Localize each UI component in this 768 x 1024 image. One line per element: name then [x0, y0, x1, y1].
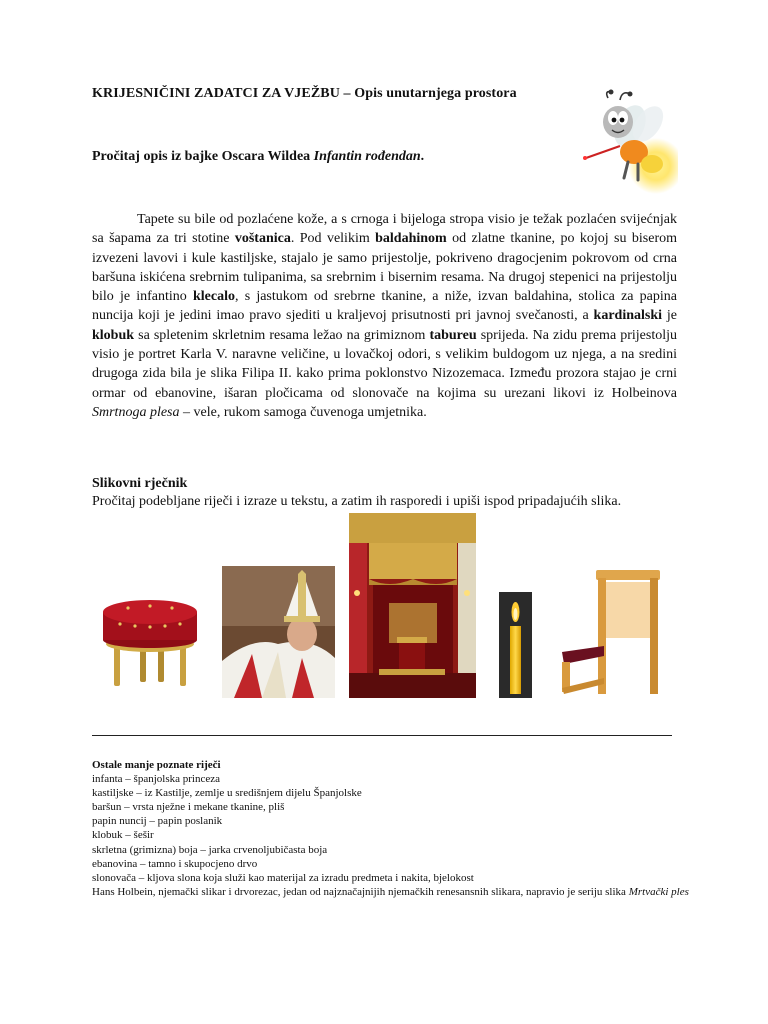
passage-text: , s jastukom od srebrne tkanine, a niže, izvan baldahina, stolica za papina nuncija koji je jedini imao pravo sjediti u kraljevoj prisutnosti pri javnoj svečanosti, a — [92, 289, 677, 324]
glossary-item — [92, 885, 692, 899]
bold-term: voštanica — [234, 231, 291, 247]
baldahin-image — [349, 513, 476, 698]
bold-term: kardinalski — [593, 308, 663, 324]
klecalo-image — [556, 568, 664, 698]
passage-text: od zlatne tkanine, po kojoj su biserom izvezeni lavovi i kule kastiljske, stajalo je samo prijestolje, pokriveno dragocjenim pokrovom od crna baršuna iskićena srebrnim tulipanima, sa srebrnim i bisernim resama. Na drugoj stepenici na prijestolju bilo je infantino — [92, 231, 677, 305]
glossary-item: papin nuncij – papin poslanik — [92, 815, 223, 828]
glossary-item-text: Hans Holbein, njemački slikar i drvorezac, jedan od najznačajnijih njemačkih renesansnih slikara, napravio je seriju slika — [92, 885, 629, 898]
passage-text: – vele, rukom samoga čuvenoga umjetnika. — [179, 404, 427, 420]
glossary-item: klobuk – šešir — [92, 829, 154, 842]
firefly-mascot-icon — [568, 88, 678, 198]
passage-text: . Pod velikim — [290, 231, 376, 247]
italic-title: Smrtnoga plesa — [92, 404, 180, 420]
glossary-item: baršun – vrsta nježne i mekane tkanine, pliš — [92, 801, 285, 814]
subtitle — [92, 149, 424, 165]
passage-text: Tapete su bile od pozlaćene kože, a s crnoga i bijeloga stropa visio je težak pozlaćen svijećnjak sa šapama za tri stotine — [92, 212, 677, 247]
glossary-heading: Ostale manje poznate riječi — [92, 759, 221, 771]
divider-line — [92, 735, 672, 736]
passage-text: sa spletenim skrletnim resama ležao na grimiznom — [134, 327, 430, 343]
glossary-item: slonovača – kljova slona koja služi kao materijal za izradu predmeta i nakita, bjelokost — [92, 871, 474, 884]
glossary-item: kastiljske – iz Kastilje, zemlje u središnjem dijelu Španjolske — [92, 787, 362, 800]
passage-text: je — [662, 308, 677, 324]
bold-term: klecalo — [193, 289, 235, 305]
story-passage — [92, 210, 677, 422]
subtitle-book: Infantin rođendan — [313, 149, 421, 164]
glossary-item-title: Mrtvački ples — [628, 885, 689, 898]
glossary-item: infanta – španjolska princeza — [92, 773, 220, 786]
vocab-heading: Slikovni rječnik — [92, 476, 188, 491]
glossary-item: ebanovina – tamno i skupocjeno drvo — [92, 857, 258, 870]
bold-term: baldahinom — [375, 231, 447, 247]
bold-term: klobuk — [92, 327, 135, 343]
bold-term: tabureu — [429, 327, 477, 343]
vostanica-image — [499, 592, 532, 698]
passage-text: sprijeda. Na zidu prema prijestolju visio je portret Karla V. naravne veličine, u lovačkoj odori, s velikim buldogom uz njega, a na sredini drugoga zida bila je slika Filipa II. kako prima poklonstvo Nizozemaca. Između prozora stajao je crni ormar od ebanovine, išaran pločicama od slonovače na kojima su urezani likovi iz Holbeinova — [92, 327, 677, 401]
glossary — [92, 758, 692, 899]
passage-paragraph — [92, 210, 677, 422]
subtitle-suffix: . — [420, 149, 425, 164]
tabure-image — [100, 592, 200, 690]
page-title: KRIJESNIČINI ZADATCI ZA VJEŽBU – Opis unutarnjega prostora — [92, 86, 517, 101]
kardinal-image — [222, 566, 335, 698]
glossary-item: skrletna (grimizna) boja – jarka crvenoljubičasta boja — [92, 843, 328, 856]
vocab-instruction: Pročitaj podebljane riječi i izraze u tekstu, a zatim ih rasporedi i upiši ispod pripadajućih slika. — [92, 494, 622, 509]
subtitle-prefix: Pročitaj opis iz bajke Oscara Wildea — [92, 149, 314, 164]
